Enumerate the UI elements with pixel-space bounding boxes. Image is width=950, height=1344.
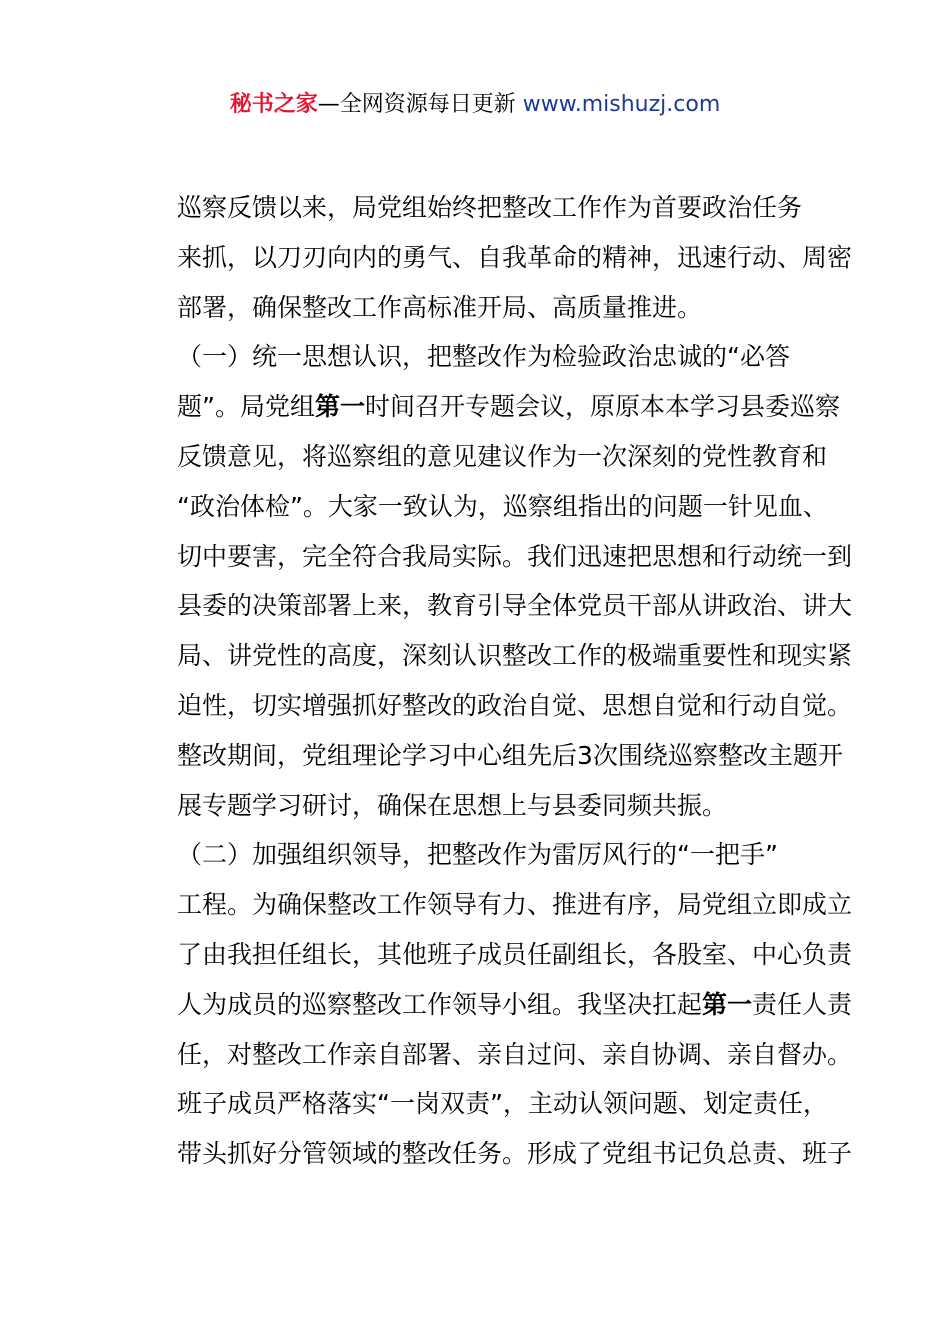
document-body (127, 183, 853, 1179)
header-tagline: —全网资源每日更新 (317, 92, 516, 117)
text-line: “政治体检”。大家一致认为，巡察组指出的问题一针见血、 (177, 491, 828, 521)
text-line: 县委的决策部署上来，教育引导全体党员干部从讲政治、讲大 (177, 591, 853, 621)
text-segment: 责任人责 (752, 989, 853, 1019)
text-line (127, 731, 843, 781)
number-text: 3 (577, 740, 593, 770)
text-segment: 题”。局党组 (177, 392, 315, 422)
text-line: 班子成员严格落实“一岗双责”，主动认领问题、划定责任， (177, 1089, 828, 1119)
text-line (127, 382, 840, 432)
paragraph-section-2 (127, 830, 853, 1179)
text-line: 切中要害，完全符合我局实际。我们迅速把思想和行动统一到 (177, 541, 853, 571)
paragraph-intro (127, 183, 853, 332)
text-line: 巡察反馈以来，局党组始终把整改工作作为首要政治任务 (177, 193, 803, 222)
text-line: 反馈意见，将巡察组的意见建议作为一次深刻的党性教育和 (177, 441, 828, 471)
text-line: 部署，确保整改工作高标准开局、高质量推进。 (177, 292, 703, 322)
paragraph-section-1 (127, 332, 853, 830)
text-line: 工程。为确保整改工作领导有力、推进有序，局党组立即成立 (177, 890, 853, 920)
text-line: 展专题学习研讨，确保在思想上与县委同频共振。 (177, 790, 728, 820)
text-segment: 人为成员的巡察整改工作领导小组。我坚决扛起 (177, 989, 703, 1019)
text-line: 任，对整改工作亲自部署、亲自过问、亲自协调、亲自督办。 (177, 1039, 853, 1069)
emphasis-text: 第一 (702, 989, 753, 1019)
text-line: （二）加强组织领导，把整改作为雷厉风行的“一把手” (177, 840, 778, 870)
text-line: 来抓，以刀刃向内的勇气、自我革命的精神，迅速行动、周密 (177, 242, 853, 272)
text-line: 带头抓好分管领域的整改任务。形成了党组书记负总责、班子 (177, 1139, 853, 1169)
site-url[interactable]: www.mishuzj.com (522, 92, 721, 117)
text-segment: 时间召开专题会议，原原本本学习县委巡察 (364, 392, 840, 422)
text-line: 迫性，切实增强抓好整改的政治自觉、思想自觉和行动自觉。 (177, 690, 853, 720)
text-line: 了由我担任组长，其他班子成员任副组长，各股室、中心负责 (177, 939, 853, 969)
text-line: （一）统一思想认识，把整改作为检验政治忠诚的“必答 (177, 342, 790, 372)
text-segment: 整改期间，党组理论学习中心组先后 (177, 740, 578, 770)
text-line (127, 980, 853, 1030)
brand-name: 秘书之家 (229, 92, 318, 117)
emphasis-text: 第一 (314, 392, 365, 422)
text-segment: 次围绕巡察整改主题开 (592, 740, 843, 770)
text-line: 局、讲党性的高度，深刻认识整改工作的极端重要性和现实紧 (177, 641, 853, 671)
page-header (0, 88, 950, 122)
